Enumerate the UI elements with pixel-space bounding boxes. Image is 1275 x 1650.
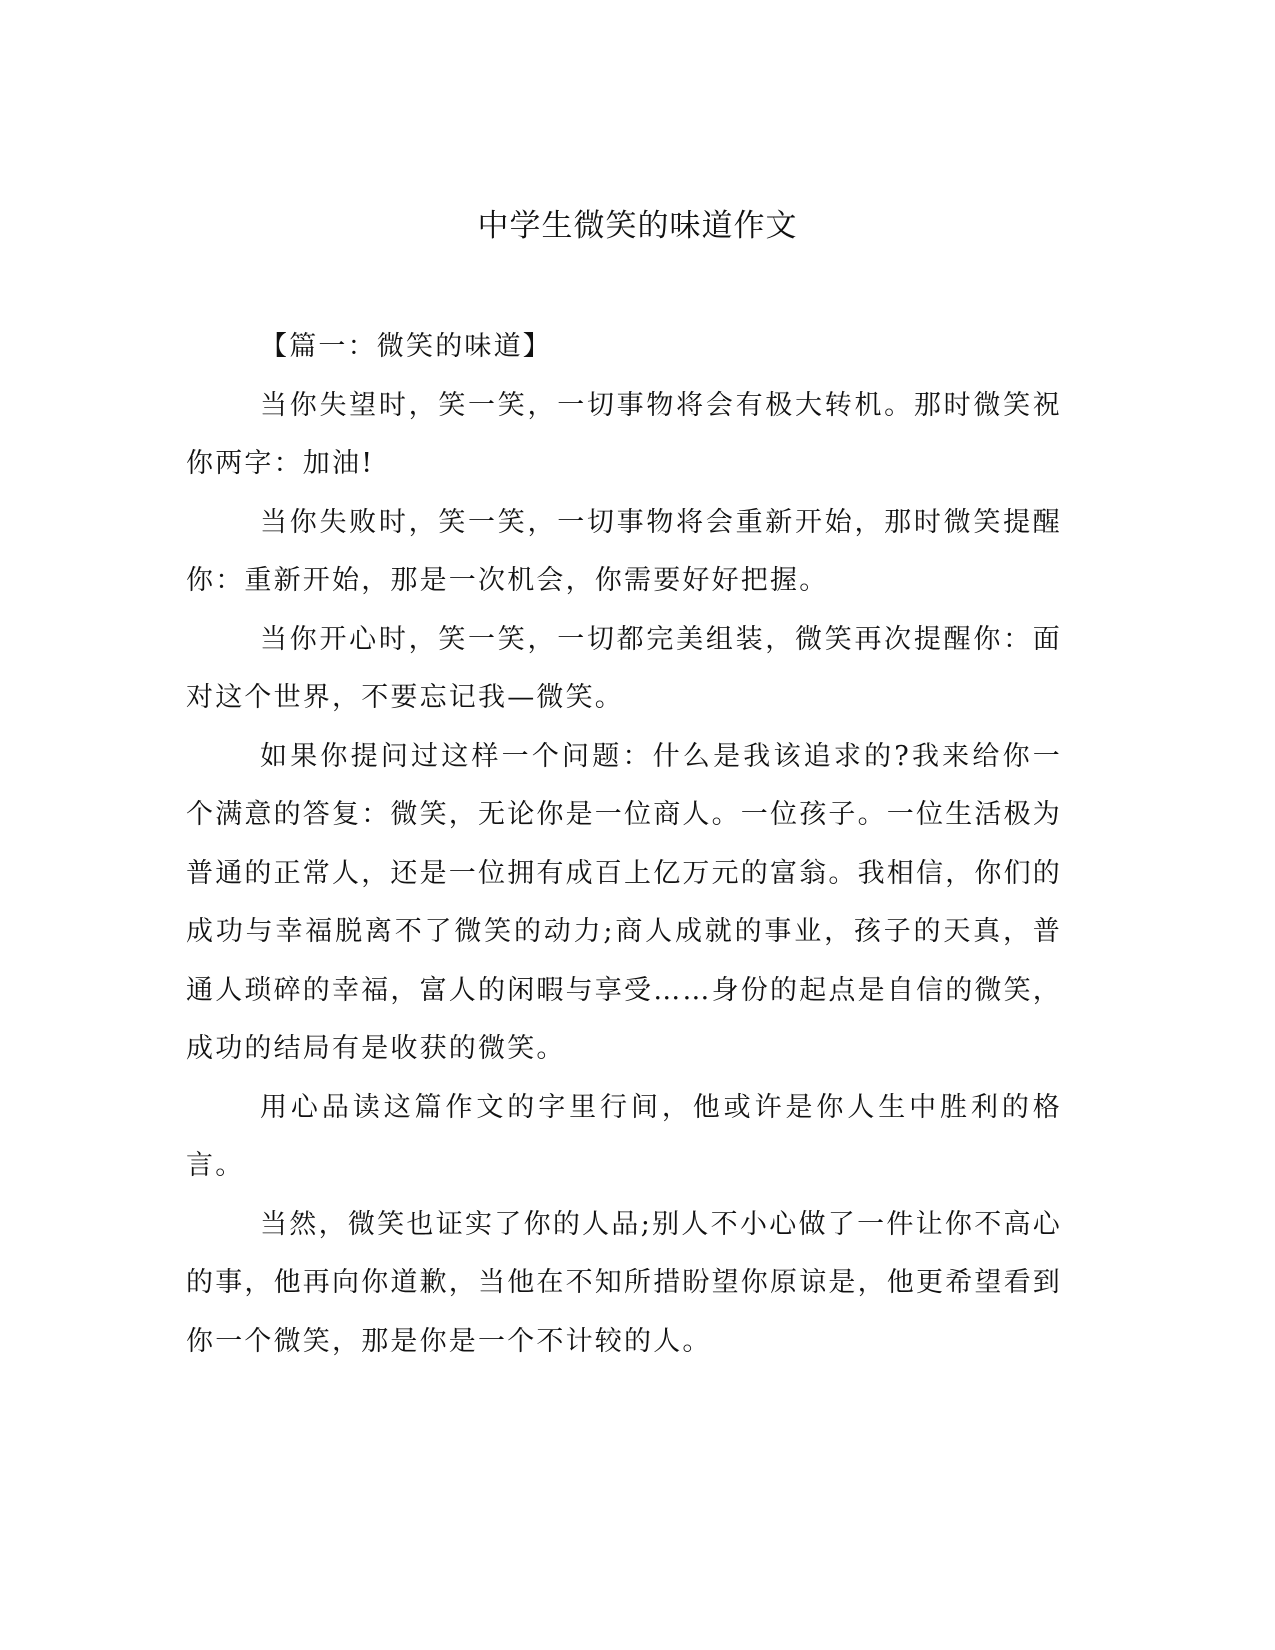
document-body	[186, 318, 1062, 1371]
paragraph-3: 当你开心时，笑一笑，一切都完美组装，微笑再次提醒你：面对这个世界，不要忘记我—微笑。	[186, 623, 1062, 713]
paragraph-4: 如果你提问过这样一个问题：什么是我该追求的?我来给你一个满意的答复：微笑，无论你是一位商人。一位孩子。一位生活极为普通的正常人，还是一位拥有成百上亿万元的富翁。我相信，你们的成功与幸福脱离不了微笑的动力;商人成就的事业，孩子的天真，普通人琐碎的幸福，富人的闲暇与享受……身份的起点是自信的微笑，成功的结局有是收获的微笑。	[186, 740, 1062, 1064]
document-title: 中学生微笑的味道作文	[477, 208, 798, 244]
paragraph-6: 当然，微笑也证实了你的人品;别人不小心做了一件让你不高心的事，他再向你道歉，当他在不知所措盼望你原谅是，他更希望看到你一个微笑，那是你是一个不计较的人。	[186, 1208, 1062, 1357]
section-heading: 【篇一：微笑的味道】	[260, 331, 552, 362]
paragraph-2: 当你失败时，笑一笑，一切事物将会重新开始，那时微笑提醒你：重新开始，那是一次机会，你需要好好把握。	[186, 506, 1062, 596]
paragraph-5: 用心品读这篇作文的字里行间，他或许是你人生中胜利的格言。	[186, 1091, 1062, 1181]
paragraph-1: 当你失望时，笑一笑，一切事物将会有极大转机。那时微笑祝你两字：加油!	[186, 389, 1062, 479]
